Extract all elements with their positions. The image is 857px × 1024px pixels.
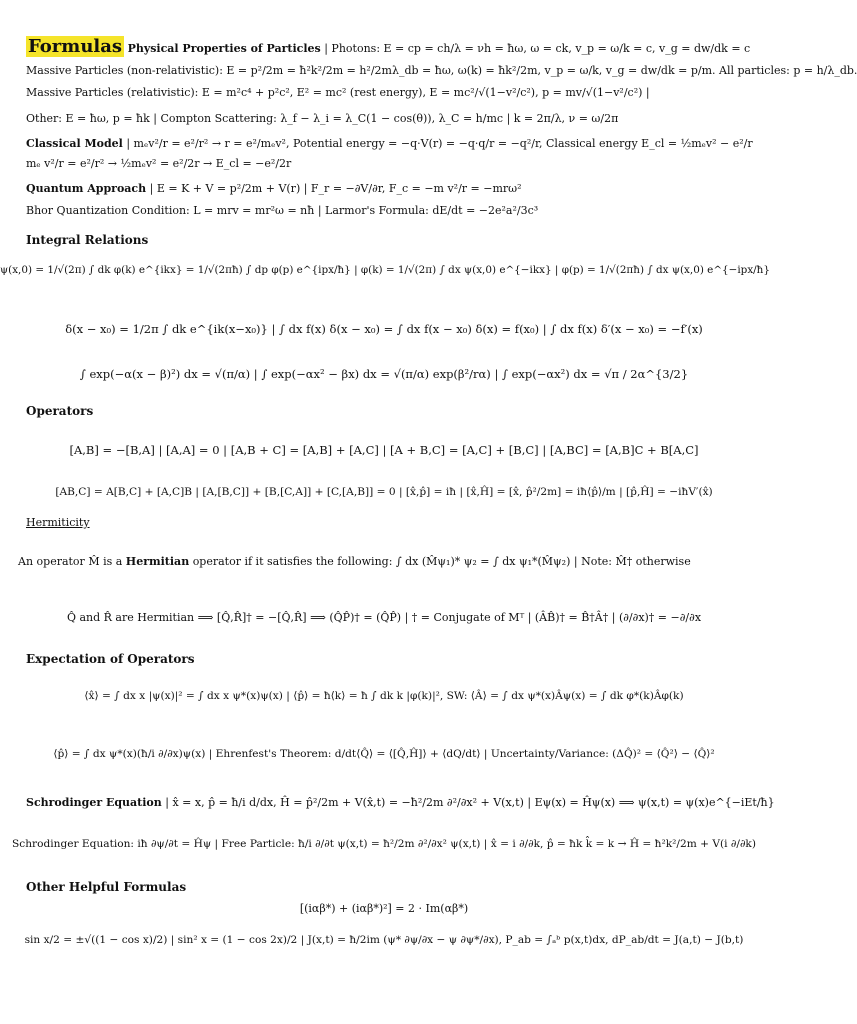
massive-nonrel-line: Massive Particles (non-relativistic): E = p²/2m = ħ²k²/2m = h²/2mλ_db = ħω, ω(k) = ħk²/2m, v_p = ω/k, v_g = dw/dk = p/m. All particles: p = h/λ_db. [26, 64, 857, 77]
section-title-particles: Physical Properties of Particles [127, 42, 321, 55]
hermiticity-heading: Hermiticity [26, 516, 90, 529]
gaussian-row: ∫ exp(−α(x − β)²) dx = √(π/α) | ∫ exp(−αx² − βx) dx = √(π/α) exp(β²/rα) | ∫ exp(−αx²) dx = √π / 2α^{3/2} [79, 367, 689, 381]
integral-heading: Integral Relations [26, 233, 149, 247]
header-line [26, 36, 768, 57]
photons-formula: | Photons: E = cp = ch/λ = νh = ħω, ω = ck, v_p = ω/k = c, v_g = dw/dk = c [324, 42, 751, 55]
fourier-row: ψ(x,0) = 1/√(2π) ∫ dk φ(k) e^{ikx} = 1/√(2πħ) ∫ dp φ(p) e^{ipx/ħ} | φ(k) = 1/√(2π) ∫ dx ψ(x,0) e^{−ikx} | φ(p) = 1/√(2πħ) ∫ dx ψ(x,0) e^{−ipx/ħ} [0, 264, 770, 276]
schrodinger-line-2: Schrodinger Equation: iħ ∂ψ/∂t = Ĥψ | Free Particle: ħ/i ∂/∂t ψ(x,t) = ħ²/2m ∂²/∂x² ψ(x,t) | x̂ = i ∂/∂k, p̂ = ħk k̂ = k → Ĥ = ħ²k²/2m + V(i ∂/∂k) [12, 838, 756, 850]
other-line: Other: E = ħω, p = ħk | Compton Scattering: λ_f − λ_i = λ_C(1 − cos(θ)), λ_C = h/mc | k = 2π/λ, ν = ω/2π [26, 112, 619, 125]
schrodinger-label: Schrodinger Equation [26, 796, 162, 809]
hermitian-def-bold: Hermitian [125, 555, 190, 568]
quantum-line-2: Bhor Quantization Condition: L = mrv = mr²ω = nħ | Larmor's Formula: dE/dt = −2e²a²/3c³ [26, 204, 539, 217]
schrodinger-line-1 [26, 796, 775, 809]
hermitian-definition [18, 555, 768, 568]
page-title: Formulas [28, 36, 123, 57]
commutator-row-2: [AB,C] = A[B,C] + [A,C]B | [A,[B,C]] + [B,[C,A]] + [C,[A,B]] = 0 | [x̂,p̂] = iħ | [x̂,Ĥ] = [x̂, p̂²/2m] = iħ⟨p̂⟩/m | [p̂,Ĥ] = −iħV′(x̂) [55, 486, 713, 498]
classical-label: Classical Model [26, 137, 123, 150]
hermitian-def-pre: An operator M̂ is a [18, 555, 123, 568]
hermitian-properties: Q̂ and R̂ are Hermitian ⟹ [Q̂,R̂]† = −[Q̂,R̂] ⟹ (Q̂P̂)† = (Q̂P̂) | † = Conjugate of Mᵀ | (ÂB̂)† = B̂†Â† | (∂/∂x)† = −∂/∂x [66, 611, 702, 624]
imaginary-identity: [(iαβ*) + (iαβ*)²] = 2 · Im(αβ*) [299, 902, 469, 915]
expectation-heading: Expectation of Operators [26, 652, 195, 666]
quantum-label: Quantum Approach [26, 182, 147, 195]
quantum-line-1 [26, 182, 768, 195]
delta-row: δ(x − x₀) = 1/2π ∫ dk e^{ik(x−x₀)} | ∫ dx f(x) δ(x − x₀) = ∫ dx f(x − x₀) δ(x) = f(x₀) | ∫ dx f(x) δ′(x − x₀) = −f′(x) [65, 322, 703, 336]
other-heading: Other Helpful Formulas [26, 880, 187, 894]
classical-line-1 [26, 137, 768, 150]
commutator-row-1: [A,B] = −[B,A] | [A,A] = 0 | [A,B + C] = [A,B] + [A,C] | [A + B,C] = [A,C] + [B,C] | [A,BC] = [A,B]C + B[A,C] [69, 443, 699, 457]
expectation-row-2: ⟨p̂⟩ = ∫ dx ψ*(x)(ħ/i ∂/∂x)ψ(x) | Ehrenfest's Theorem: d/dt⟨Q̂⟩ = ⟨[Q̂,Ĥ]⟩ + ⟨dQ/dt⟩ | Uncertainty/Variance: (ΔQ̂)² = ⟨Q̂²⟩ − ⟨Q̂⟩² [53, 748, 715, 760]
classical-formula-1: | mₑv²/r = e²/r² → r = e²/mₑv², Potential energy = −q·V(r) = −q·q/r = −q²/r, Classical energy E_cl = ½mₑv² − e²/r [126, 137, 753, 150]
operators-heading: Operators [26, 404, 94, 418]
helpful-formulas-row: sin x/2 = ±√((1 − cos x)/2) | sin² x = (1 − cos 2x)/2 | J(x,t) = ħ/2im (ψ* ∂ψ/∂x − ψ ∂ψ*/∂x), P_ab = ∫ₐᵇ p(x,t)dx, dP_ab/dt = J(a,t) − J(b,t) [24, 934, 744, 946]
massive-rel-line: Massive Particles (relativistic): E = m²c⁴ + p²c², E² = mc² (rest energy), E = mc²/√(1−v²/c²), p = mv/√(1−v²/c²) | [26, 86, 650, 99]
classical-line-2: mₑ v²/r = e²/r² → ½mₑv² = e²/2r → E_cl = −e²/2r [26, 157, 292, 170]
schrodinger-formula-1: | x̂ = x, p̂ = ħ/i d/dx, Ĥ = p̂²/2m + V(x̂,t) = −ħ²/2m ∂²/∂x² + V(x,t) | Eψ(x) = Ĥψ(x) ⟹ ψ(x,t) = ψ(x)e^{−iEt/ħ} [165, 796, 775, 809]
quantum-formula-1: | E = K + V = p²/2m + V(r) | F_r = −∂V/∂r, F_c = −m v²/r = −mrω² [149, 182, 522, 195]
expectation-row-1: ⟨x̂⟩ = ∫ dx x |ψ(x)|² = ∫ dx x ψ*(x)ψ(x) | ⟨p̂⟩ = ħ⟨k⟩ = ħ ∫ dk k |φ(k)|², SW: ⟨Â⟩ = ∫ dx ψ*(x)Âψ(x) = ∫ dk φ*(k)Âφ(k) [84, 690, 684, 702]
hermitian-def-post: operator if it satisfies the following: ∫ dx (M̂ψ₁)* ψ₂ = ∫ dx ψ₁*(M̂ψ₂) | Note: M̂† otherwise [192, 555, 691, 568]
